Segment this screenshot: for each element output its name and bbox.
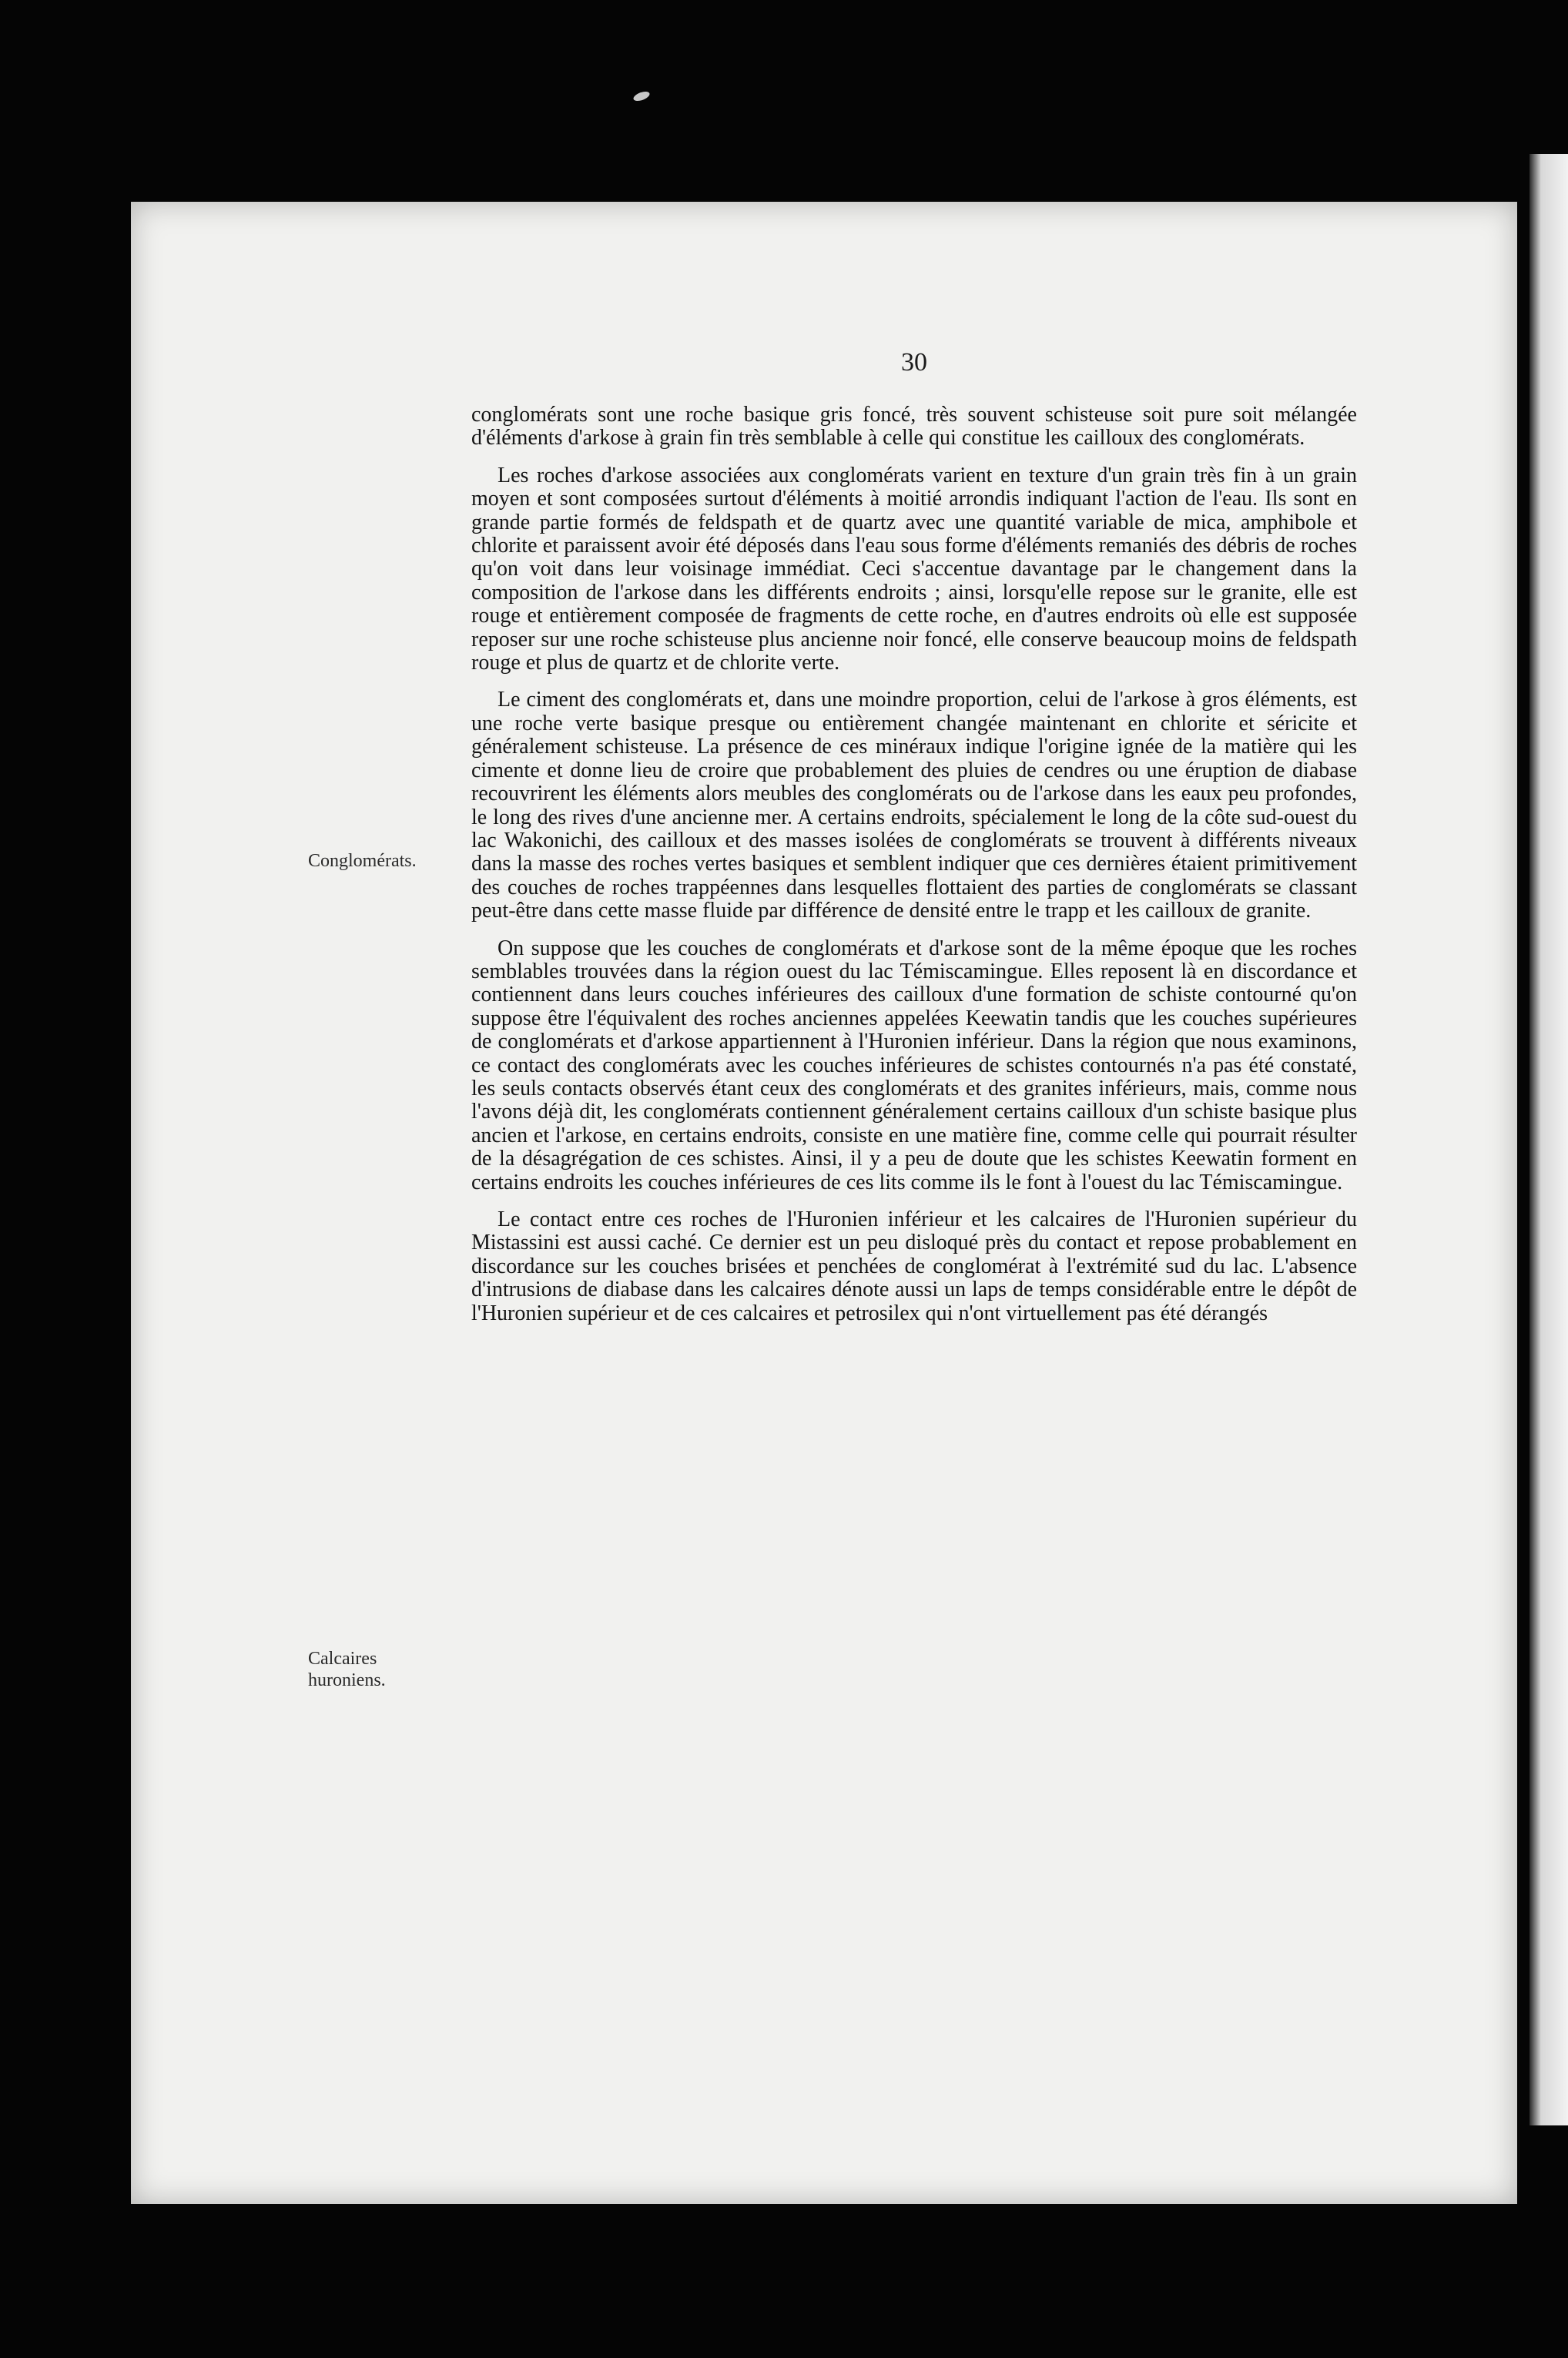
scan-speck: [632, 90, 651, 103]
body-text: [471, 404, 1357, 1339]
margin-note-conglomerats: [308, 850, 462, 872]
paragraph-epoque: On suppose que les couches de conglomérats et d'arkose sont de la même époque que les roches semblables trouvées dans la région ouest du lac Témiscamingue. Elles reposent là en discordance et contiennent dans leurs couches inférieures des cailloux d'une formation de schiste contourné qu'on suppose être l'équivalent des roches anciennes appelées Keewatin tandis que les couches supérieures de conglomérats et d'arkose appartiennent à l'Huronien inférieur. Dans la région que nous examinons, ce contact des conglomérats avec les couches inférieures de schistes contournés n'a pas été constaté, les seuls contacts observés étant ceux des conglomérats et des granites inférieurs, mais, comme nous l'avons déjà dit, les conglomérats contiennent généralement certains cailloux d'un schiste basique plus ancien et l'arkose, en certains endroits, consiste en une matière fine, comme celle qui pourrait résulter de la désagrégation de ces schistes. Ainsi, il y a peu de doute que les schistes Keewatin forment en certains endroits les couches inférieures de ces lits comme ils le font à l'ouest du lac Témiscamingue.: [471, 936, 1357, 1194]
page-number: 30: [901, 348, 927, 377]
margin-note-calcaires-line1: Calcaires: [308, 1649, 377, 1669]
paragraph-continued: conglomérats sont une roche basique gris foncé, très souvent schisteuse soit pure soit mélangée d'éléments d'arkose à grain fin très semblable à celle qui constitue les cailloux des conglomérats.: [471, 403, 1357, 450]
margin-note-calcaires: [308, 1648, 462, 1691]
margin-note-calcaires-line2: huroniens.: [308, 1670, 386, 1690]
paragraph-ciment: Le ciment des conglomérats et, dans une moindre proportion, celui de l'arkose à gros éléments, est une roche verte basique presque ou entièrement changée maintenant en chlorite et séricite et généralement schisteuse. La présence de ces minéraux indique l'origine ignée de la matière qui les cimente et donne lieu de croire que probablement des pluies de cendres ou une éruption de diabase recouvrirent les éléments alors meubles des conglomérats ou de l'arkose dans les eaux peu profondes, le long des rives d'une ancienne mer. A certains endroits, spécialement le long de la côte sud-ouest du lac Wakonichi, des cailloux et des masses isolées de conglomérats se trouvent à différents niveaux dans la masse des roches vertes basiques et semblent indiquer que ces dernières étaient primitivement des couches de roches trappéennes dans lesquelles flottaient des parties de conglomérats se classant peut-être dans cette masse fluide par différence de densité entre le trapp et les cailloux de granite.: [471, 688, 1357, 923]
paragraph-arkose: Les roches d'arkose associées aux conglomérats varient en texture d'un grain très fin à un grain moyen et sont composées surtout d'éléments à moitié arrondis indiquant l'action de l'eau. Ils sont en grande partie formés de feldspath et de quartz avec une quantité variable de mica, amphibole et chlorite et paraissent avoir été déposés dans l'eau sous forme d'éléments remaniés des débris de roches qu'on voit dans leur voisinage immédiat. Ceci s'accentue davantage par le changement dans la composition de l'arkose dans les différents endroits ; ainsi, lorsqu'elle repose sur le granite, elle est rouge et entièrement composée de fragments de cette roche, en d'autres endroits où elle est supposée reposer sur une roche schisteuse plus ancienne noir foncé, elle conserve beaucoup moins de feldspath rouge et plus de quartz et de chlorite verte.: [471, 463, 1357, 675]
adjacent-page-edge: [1529, 154, 1568, 2125]
margin-note-conglomerats-text: Conglomérats.: [308, 851, 417, 871]
paragraph-contact: Le contact entre ces roches de l'Huronien inférieur et les calcaires de l'Huronien supérieur du Mistassini est aussi caché. Ce dernier est un peu disloqué près du contact et repose probablement en discordance sur les couches brisées et penchées de conglomérat à l'extrémité sud du lac. L'absence d'intrusions de diabase dans les calcaires dénote aussi un laps de temps considérable entre le dépôt de l'Huronien supérieur et de ces calcaires et petrosilex qui n'ont virtuellement pas été dérangés: [471, 1207, 1357, 1325]
